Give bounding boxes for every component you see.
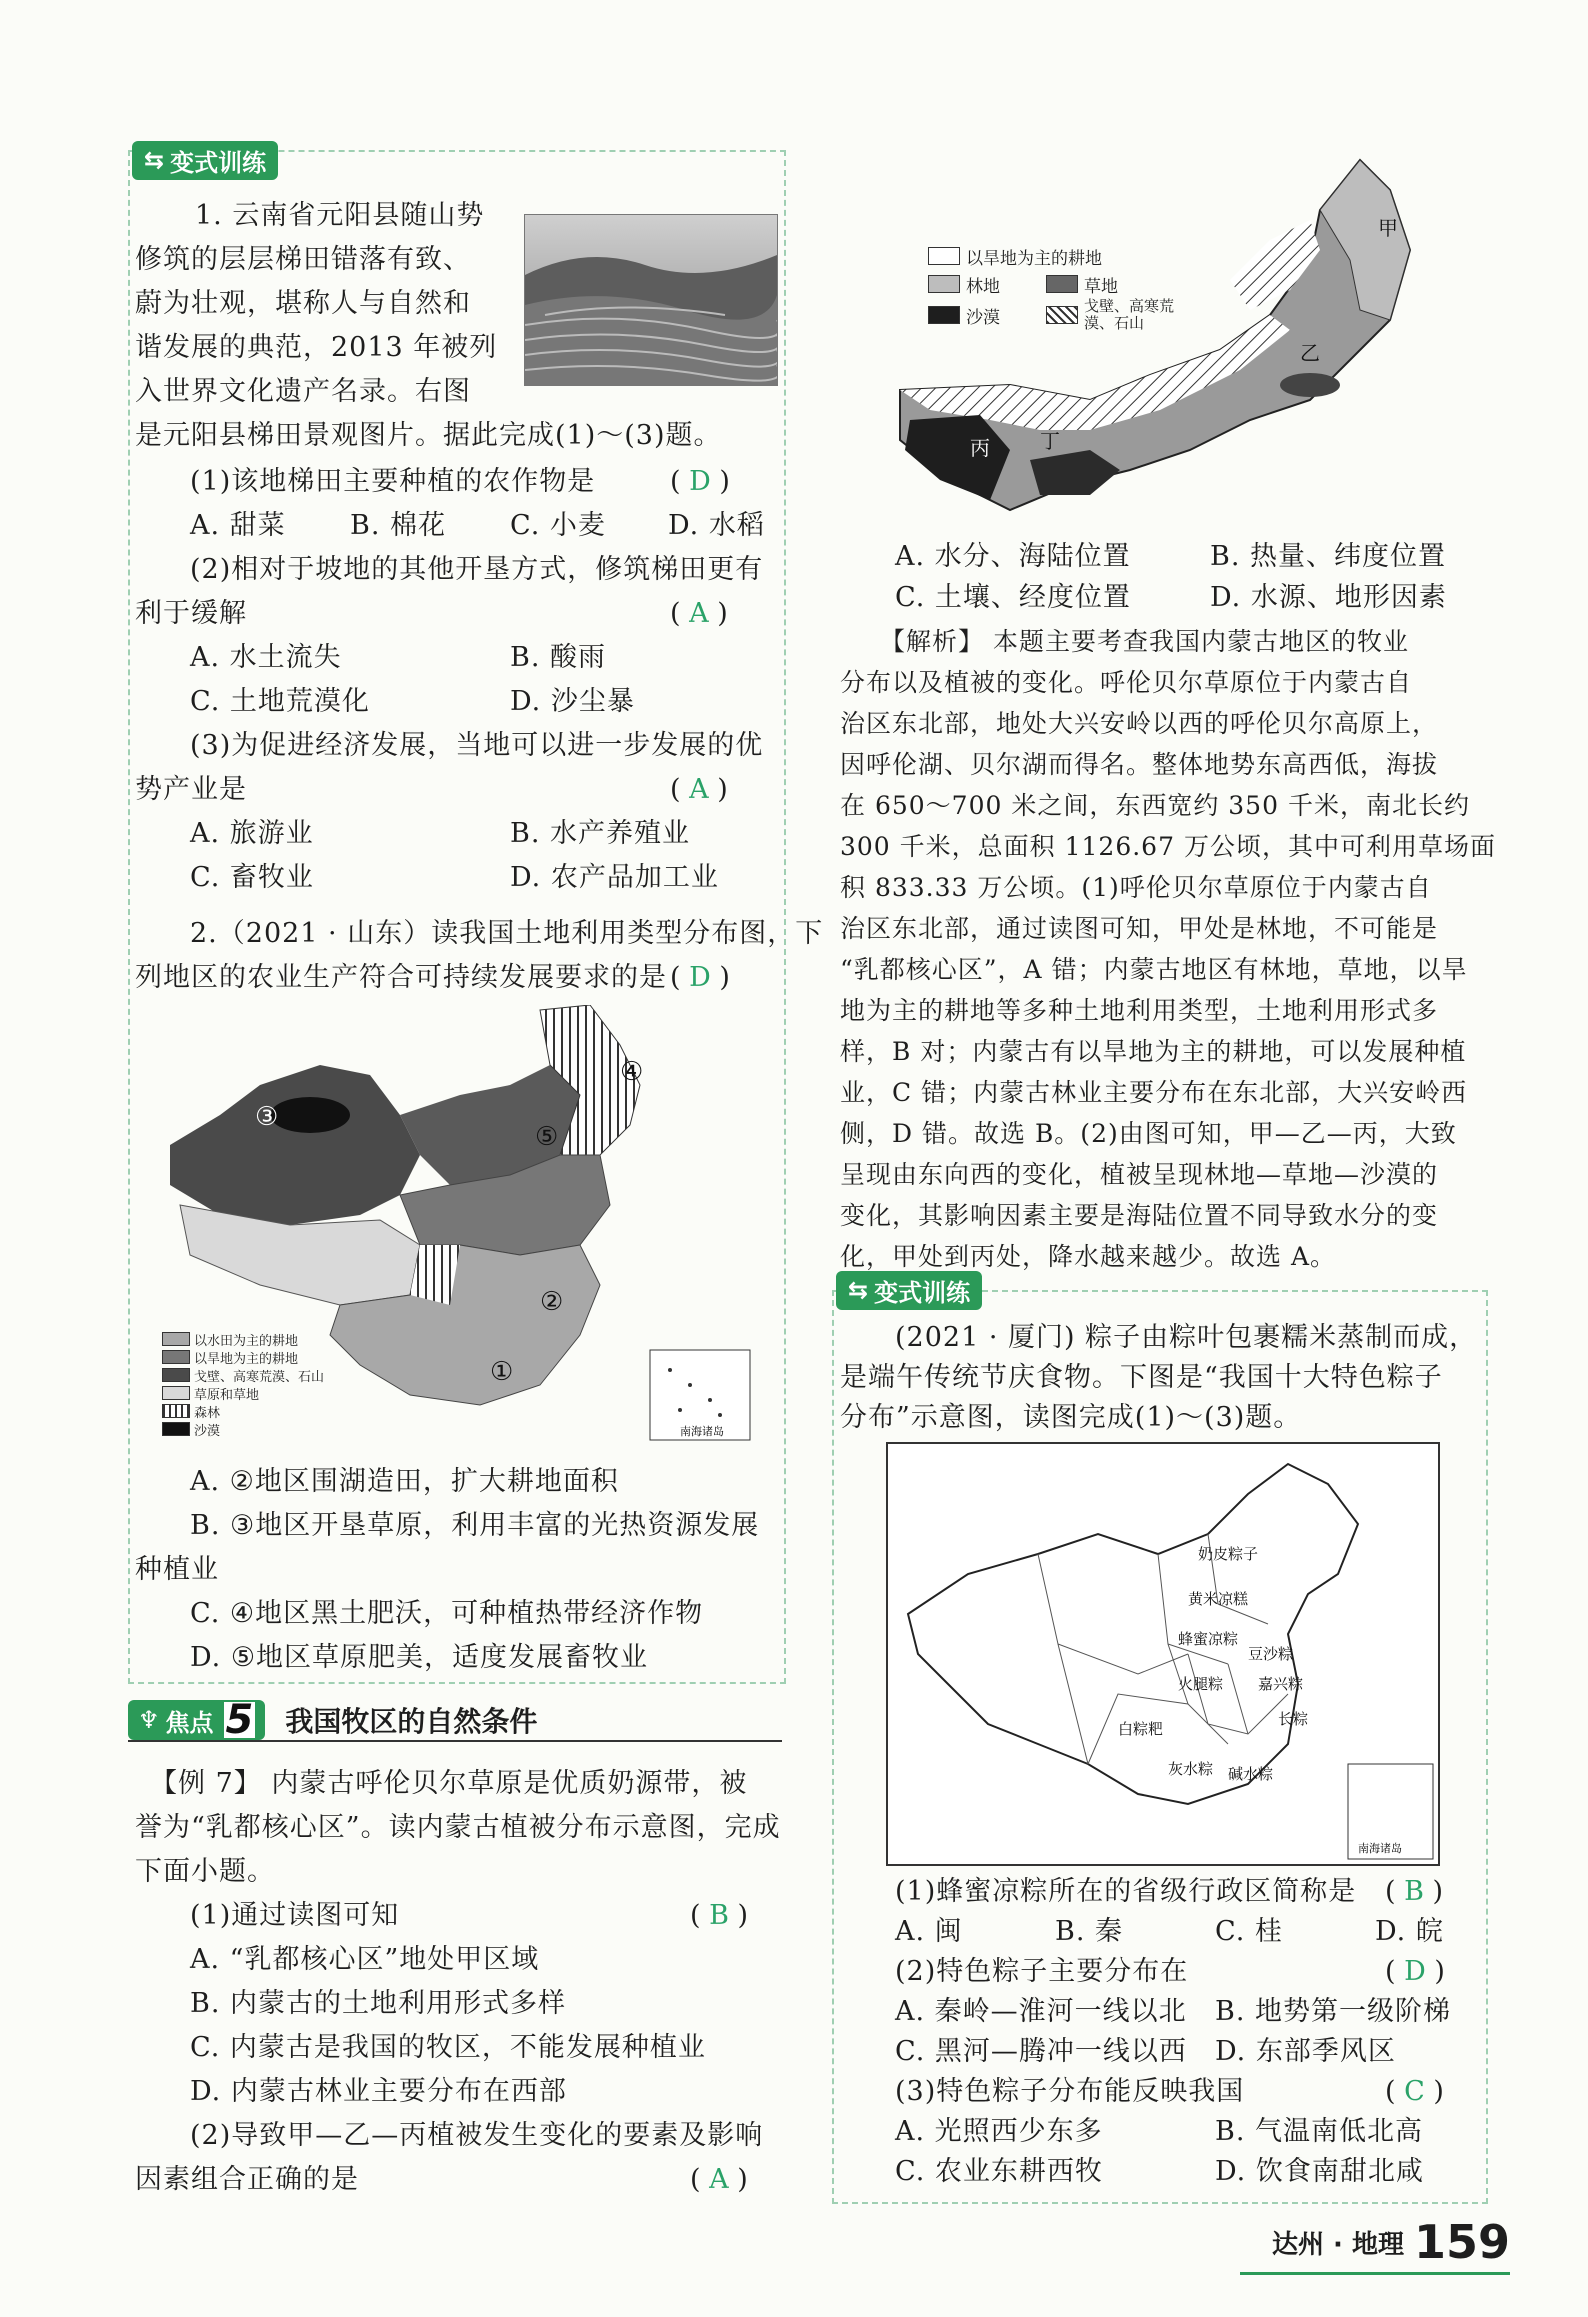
q1-s2-optB: B. 酸雨 (510, 642, 607, 673)
q2-optB-1: B. ③地区开垦草原，利用丰富的光热资源发展 (190, 1510, 760, 1541)
zz-label-jianshui: 碱水粽 (1228, 1765, 1274, 1783)
marker-3: ③ (255, 1102, 279, 1132)
analysis-line: “乳都核心区”，A 错；内蒙古地区有林地，草地，以旱 (840, 955, 1468, 984)
marker-2: ② (540, 1287, 564, 1317)
analysis-line: 业，C 错；内蒙古林业主要分布在东北部，大兴安岭西 (840, 1078, 1468, 1107)
zz-label-naipi: 奶皮粽子 (1198, 1545, 1259, 1563)
ex7-s2-optD: D. 水源、地形因素 (1210, 582, 1447, 613)
variant-training-header-2: ⇆ 变式训练 (836, 1270, 982, 1310)
q1-s3-optC: C. 畜牧业 (190, 862, 314, 893)
ex7-s1-optA: A. “乳都核心区”地处甲区域 (190, 1944, 540, 1975)
ex7-s2-optA: A. 水分、海陆位置 (895, 541, 1131, 572)
ex7-line2: 誉为“乳都核心区”。读内蒙古植被分布示意图，完成 (135, 1812, 781, 1843)
zz-line1: (2021 · 厦门) 粽子由粽叶包裹糯米蒸制而成， (895, 1322, 1478, 1353)
q2-optC: C. ④地区黑土肥沃，可种植热带经济作物 (190, 1598, 704, 1629)
page-number: 159 (1413, 2215, 1510, 2269)
analysis-line: 治区东北部，地处大兴安岭以西的呼伦贝尔高原上， (840, 709, 1439, 738)
q1-line4: 谐发展的典范，2013 年被列 (135, 332, 498, 363)
q1-s1-optD: D. 水稻 (668, 510, 765, 541)
zz-s3-optB: B. 气温南低北高 (1215, 2116, 1424, 2147)
label-yi: 乙 (1300, 341, 1320, 365)
analysis-line: 化，甲处到丙处，降水越来越少。故选 A。 (840, 1242, 1337, 1271)
marker-5: ⑤ (535, 1122, 559, 1152)
label-jia: 甲 (1378, 216, 1398, 240)
analysis-line: 地为主的耕地等多种土地利用类型，土地利用形式多 (840, 996, 1439, 1025)
swap-icon: ⇆ (144, 146, 165, 174)
zz-line3: 分布”示意图，读图完成(1)～(3)题。 (840, 1402, 1302, 1433)
nanhai-label: 南海诸岛 (680, 1425, 724, 1438)
zz-sub3-answer: ( C ) (1385, 2076, 1444, 2107)
marker-4: ④ (620, 1057, 644, 1087)
marker-1: ① (490, 1357, 514, 1387)
analysis-line: 【解析】 本题主要考查我国内蒙古地区的牧业 (880, 627, 1409, 656)
q2-optA: A. ②地区围湖造田，扩大耕地面积 (190, 1466, 619, 1497)
q1-sub2-answer: ( A ) (670, 598, 728, 629)
q1-s2-optD: D. 沙尘暴 (510, 686, 635, 717)
ex7-sub1-answer: ( B ) (690, 1900, 749, 1931)
q1-sub2-b: 利于缓解 (135, 598, 247, 629)
q1-sub1: (1)该地梯田主要种植的农作物是 (190, 466, 596, 497)
china-map-legend: 以水田为主的耕地 以旱地为主的耕地 戈壁、高寒荒漠、石山 草原和草地 森林 沙漠 (162, 1330, 352, 1438)
q1-sub3-a: (3)为促进经济发展，当地可以进一步发展的优 (190, 730, 764, 761)
zz-label-baizongba: 白粽粑 (1118, 1720, 1164, 1738)
zz-label-chang: 长粽 (1278, 1710, 1309, 1728)
zz-s1-optA: A. 闽 (895, 1916, 963, 1947)
terrace-photo (524, 214, 778, 386)
zz-s2-optC: C. 黑河—腾冲一线以西 (895, 2036, 1187, 2067)
pin-icon: ♆ (138, 1706, 160, 1734)
q1-sub3-answer: ( A ) (670, 774, 728, 805)
zz-sub2: (2)特色粽子主要分布在 (895, 1956, 1189, 1987)
analysis-line: 在 650～700 米之间，东西宽约 350 千米，南北长约 (840, 791, 1470, 820)
inner-mongolia-legend: 以旱地为主的耕地 林地 草地 沙漠 戈壁、高寒荒漠、石山 (928, 242, 1208, 332)
zz-s3-optC: C. 农业东耕西牧 (895, 2156, 1103, 2187)
q1-line2: 修筑的层层梯田错落有致、 (135, 244, 471, 275)
zz-sub3: (3)特色粽子分布能反映我国 (895, 2076, 1245, 2107)
footer-label: 达州 · 地理 (1271, 2229, 1404, 2260)
focus5-header: ♆ 焦点 5 我国牧区的自然条件 (128, 1700, 782, 1742)
ex7-s2-optC: C. 土壤、经度位置 (895, 582, 1131, 613)
q1-line3: 蔚为壮观，堪称人与自然和 (135, 288, 471, 319)
q1-sub1-answer: ( D ) (670, 466, 730, 497)
zz-label-huishui: 灰水粽 (1168, 1760, 1214, 1778)
q2-line1: 2.（2021 · 山东）读我国土地利用类型分布图，下 (190, 918, 824, 949)
zongzi-map (886, 1442, 1440, 1866)
ex7-sub2-b: 因素组合正确的是 (135, 2164, 359, 2195)
q1-s3-optA: A. 旅游业 (190, 818, 314, 849)
zz-label-huotui: 火腿粽 (1178, 1675, 1224, 1693)
ex7-line1: 【例 7】 内蒙古呼伦贝尔草原是优质奶源带，被 (150, 1768, 748, 1799)
zz-label-fengmi: 蜂蜜凉粽 (1178, 1630, 1239, 1648)
inner-mongolia-map (890, 150, 1430, 530)
zz-line2: 是端午传统节庆食物。下图是“我国十大特色粽子 (840, 1362, 1443, 1393)
q1-s3-optB: B. 水产养殖业 (510, 818, 691, 849)
zz-s2-optA: A. 秦岭—淮河一线以北 (895, 1996, 1187, 2027)
q2-line2: 列地区的农业生产符合可持续发展要求的是 (135, 962, 667, 993)
q1-line5: 入世界文化遗产名录。右图 (135, 376, 471, 407)
zz-s2-optB: B. 地势第一级阶梯 (1215, 1996, 1452, 2027)
q2-optB-2: 种植业 (135, 1554, 219, 1585)
zz-sub2-answer: ( D ) (1385, 1956, 1445, 1987)
zz-sub1: (1)蜂蜜凉粽所在的省级行政区简称是 (895, 1876, 1357, 1907)
q1-s1-optB: B. 棉花 (350, 510, 447, 541)
ex7-s2-optB: B. 热量、纬度位置 (1210, 541, 1447, 572)
q2-answer: ( D ) (670, 962, 730, 993)
zz-label-jiaxing: 嘉兴粽 (1258, 1675, 1304, 1693)
q1-s1-optC: C. 小麦 (510, 510, 606, 541)
analysis-line: 侧，D 错。故选 B。(2)由图可知，甲—乙—丙，大致 (840, 1119, 1457, 1148)
analysis-line: 因呼伦湖、贝尔湖而得名。整体地势东高西低，海拔 (840, 750, 1439, 779)
q1-s1-optA: A. 甜菜 (190, 510, 286, 541)
label-bing: 丙 (970, 436, 990, 460)
zz-s1-optD: D. 皖 (1375, 1916, 1444, 1947)
ex7-sub1: (1)通过读图可知 (190, 1900, 400, 1931)
q1-line6: 是元阳县梯田景观图片。据此完成(1)～(3)题。 (135, 420, 722, 451)
zz-s3-optD: D. 饮食南甜北咸 (1215, 2156, 1424, 2187)
zz-s2-optD: D. 东部季风区 (1215, 2036, 1396, 2067)
ex7-sub2-a: (2)导致甲—乙—丙植被发生变化的要素及影响 (190, 2120, 764, 2151)
q1-s2-optA: A. 水土流失 (190, 642, 342, 673)
label-ding: 丁 (1040, 429, 1060, 453)
swap-icon: ⇆ (848, 1276, 869, 1304)
ex7-s1-optB: B. 内蒙古的土地利用形式多样 (190, 1988, 567, 2019)
q1-sub2-a: (2)相对于坡地的其他开垦方式，修筑梯田更有 (190, 554, 764, 585)
ex7-s1-optD: D. 内蒙古林业主要分布在西部 (190, 2076, 567, 2107)
q1-sub3-b: 势产业是 (135, 774, 247, 805)
analysis-line: 300 千米，总面积 1126.67 万公顷，其中可利用草场面 (840, 832, 1496, 861)
analysis-line: 治区东北部，通过读图可知，甲处是林地，不可能是 (840, 914, 1439, 943)
ex7-line3: 下面小题。 (135, 1856, 275, 1887)
q1-line1: 1. 云南省元阳县随山势 (195, 200, 485, 231)
zz-sub1-answer: ( B ) (1385, 1876, 1444, 1907)
analysis-line: 样，B 对；内蒙古有以旱地为主的耕地，可以发展种植 (840, 1037, 1467, 1066)
ex7-s1-optC: C. 内蒙古是我国的牧区，不能发展种植业 (190, 2032, 706, 2063)
zz-s1-optB: B. 秦 (1055, 1916, 1124, 1947)
analysis-line: 呈现由东向西的变化，植被呈现林地—草地—沙漠的 (840, 1160, 1439, 1189)
ex7-sub2-answer: ( A ) (690, 2164, 748, 2195)
q2-optD: D. ⑤地区草原肥美，适度发展畜牧业 (190, 1642, 649, 1673)
page-footer (1240, 2212, 1510, 2275)
zz-label-huangmi: 黄米凉糕 (1188, 1590, 1249, 1608)
zz-s3-optA: A. 光照西少东多 (895, 2116, 1103, 2147)
zz-s1-optC: C. 桂 (1215, 1916, 1283, 1947)
analysis-line: 分布以及植被的变化。呼伦贝尔草原位于内蒙古自 (840, 668, 1413, 697)
analysis-line: 积 833.33 万公顷。(1)呼伦贝尔草原位于内蒙古自 (840, 873, 1432, 902)
variant-training-header-1: ⇆ 变式训练 (132, 140, 278, 180)
analysis-line: 变化，其影响因素主要是海陆位置不同导致水分的变 (840, 1201, 1439, 1230)
q1-s3-optD: D. 农产品加工业 (510, 862, 719, 893)
zz-label-dousha: 豆沙粽 (1248, 1645, 1294, 1663)
focus5-title: 我国牧区的自然条件 (285, 1705, 538, 1738)
q1-s2-optC: C. 土地荒漠化 (190, 686, 370, 717)
zz-nanhai-label: 南海诸岛 (1358, 1842, 1402, 1855)
